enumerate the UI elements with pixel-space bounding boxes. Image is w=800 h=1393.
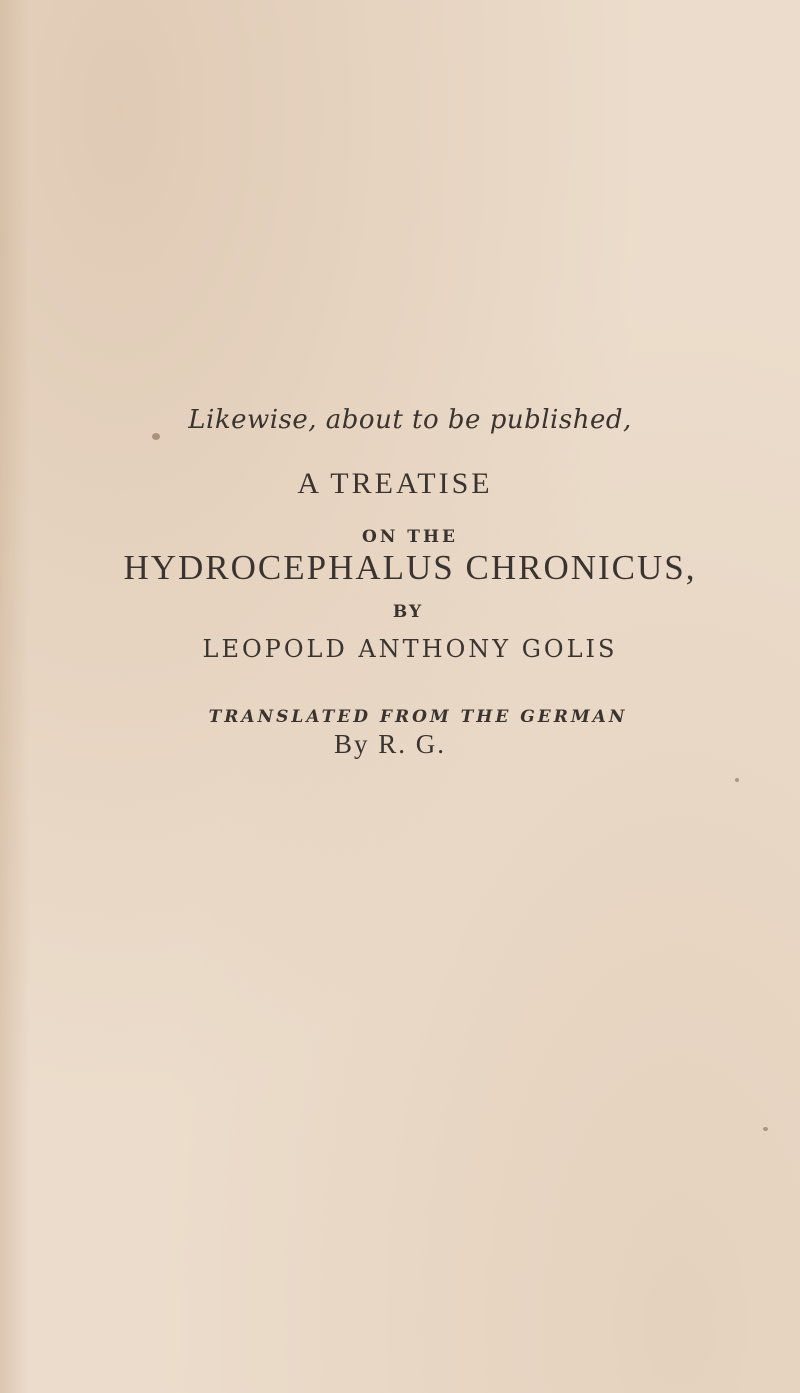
by-line: BY — [392, 602, 424, 622]
subject-title: HYDROCEPHALUS CHRONICUS, — [123, 548, 697, 587]
translator-credit: By R. G. — [333, 729, 447, 759]
treatise-heading: A TREATISE — [297, 467, 493, 500]
translation-note: TRANSLATED FROM THE GERMAN — [208, 707, 628, 727]
foxing-spot — [735, 778, 739, 782]
foxing-spot — [763, 1127, 768, 1131]
announcement-line: Likewise, about to be published, — [188, 405, 632, 435]
on-the-line: ON THE — [362, 527, 458, 547]
author-name: LEOPOLD ANTHONY GOLIS — [202, 635, 618, 663]
